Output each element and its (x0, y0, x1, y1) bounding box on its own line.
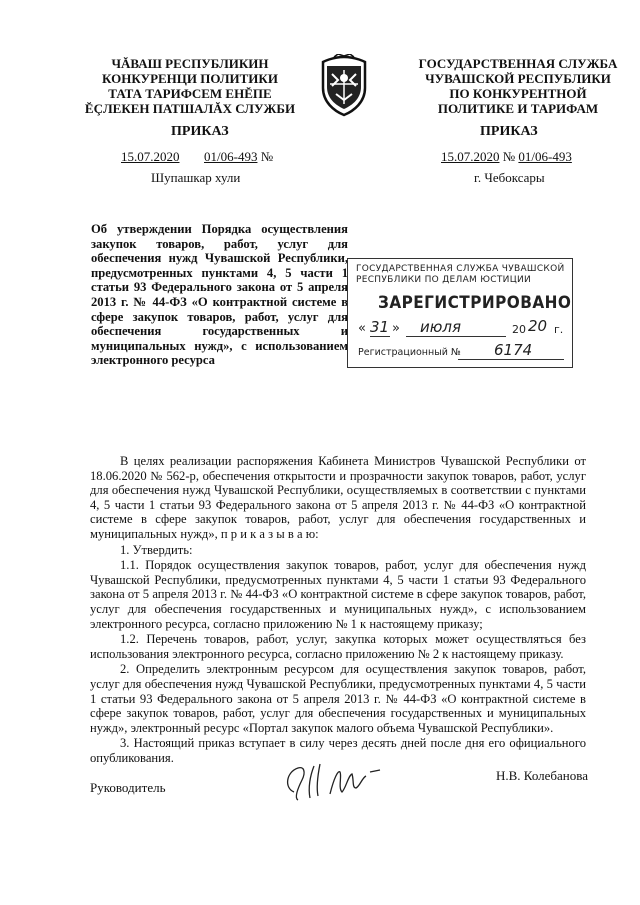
stamp-registration-number-handwritten: 6174 (494, 341, 533, 359)
header-left-line-4: ĔÇЛЕКЕН ПАТШАЛĂХ СЛУЖБИ (84, 101, 296, 116)
order-number-right: 01/06-493 (518, 149, 572, 164)
signatory-position: Руководитель (90, 780, 166, 795)
city-chuvash: Шупашкар хули (151, 170, 241, 185)
header-right-line-2: ЧУВАШСКОЙ РЕСПУБЛИКИ (425, 71, 611, 86)
body-intro-paragraph: В целях реализации распоряжения Кабинета Министров Чувашской Республики от 18.06.2020 № 562-р, обеспечения открытости и прозрачности закупок товаров, работ, услуг для обеспечения нужд Чувашской Республики, осуществляемых в соответствии с пунктами 4, 5 части 1 статьи 93 Федерального закона от 5 апреля 2013 г. № 44-ФЗ «О контрактной системе в сфере закупок товаров, работ, услуг для обеспечения государственных и муниципальных нужд», п р и к а з ы в а ю: (90, 454, 586, 541)
order-date-right: 15.07.2020 (441, 149, 500, 164)
stamp-year-handwritten: 20 (528, 317, 548, 335)
order-subject-title: Об утверждении Порядка осуществления закупок товаров, работ, услуг для обеспечения нужд Чувашской Республики, предусмотренных пунктами 4, 5 части 1 статьи 93 Федерального закона от 5 апреля 2013 г. № 44-ФЗ «О контрактной системе в сфере закупок товаров, работ, услуг для обеспечения государственных и муниципальных нужд», с использованием электронного ресурса (91, 222, 348, 368)
header-left-line-3: ТАТА ТАРИФСЕМ ЕНĔПЕ (108, 86, 272, 101)
order-body (90, 454, 586, 765)
stamp-quote-open: « (358, 321, 366, 336)
stamp-year-mark: г. (554, 323, 564, 336)
stamp-agency-line-1: ГОСУДАРСТВЕННАЯ СЛУЖБА ЧУВАШСКОЙ (356, 264, 565, 274)
number-sign-left: № (260, 149, 274, 164)
order-title-right: ПРИКАЗ (480, 124, 538, 139)
header-right-line-4: ПОЛИТИКЕ И ТАРИФАМ (437, 101, 599, 116)
body-item-3: 3. Настоящий приказ вступает в силу через десять дней после дня его официального опубликования. (90, 736, 586, 765)
chuvash-republic-emblem-icon (316, 54, 372, 118)
stamp-registration-number-row (358, 341, 568, 363)
stamp-year-prefix: 20 (512, 323, 526, 336)
header-right-line-1: ГОСУДАРСТВЕННАЯ СЛУЖБА (418, 56, 618, 71)
number-sign-right: № (502, 149, 516, 164)
header-right-agency-russian (398, 56, 638, 116)
body-item-1: 1. Утвердить: (120, 542, 193, 557)
signature-block (90, 758, 590, 808)
stamp-month-handwritten: июля (420, 318, 461, 336)
order-title-left: ПРИКАЗ (171, 124, 229, 139)
stamp-quote-close: » (392, 321, 400, 336)
header-left-line-1: ЧĂВАШ РЕСПУБЛИКИН (111, 56, 269, 71)
order-number-left: 01/06-493 (204, 149, 258, 164)
body-item-1-1: 1.1. Порядок осуществления закупок товаров, работ, услуг для обеспечения нужд Чувашской Республики, предусмотренных пунктами 4, 5 части 1 статьи 93 Федерального закона от 5 апреля 2013 г. № 44-ФЗ «О контрактной системе в сфере закупок товаров, работ, услуг для обеспечения государственных и муниципальных нужд», с использованием электронного ресурса, согласно приложению № 1 к настоящему приказу; (90, 558, 586, 631)
stamp-registration-date (358, 317, 568, 341)
header-left-agency-chuvash (60, 56, 320, 116)
order-date-number-left (121, 149, 321, 165)
stamp-day-handwritten: 31 (370, 318, 390, 336)
stamp-registration-number-label: Регистрационный № (358, 347, 461, 358)
header-left-line-2: КОНКУРЕНЦИ ПОЛИТИКИ (102, 71, 278, 86)
header-right-line-3: ПО КОНКУРЕНТНОЙ (449, 86, 587, 101)
body-item-1-2: 1.2. Перечень товаров, работ, услуг, закупка которых может осуществляться без использования электронного ресурса, согласно приложению № 2 к настоящему приказу. (90, 632, 586, 661)
order-date-left: 15.07.2020 (121, 149, 180, 164)
stamp-agency-line-2: РЕСПУБЛИКИ ПО ДЕЛАМ ЮСТИЦИИ (356, 275, 532, 285)
order-date-number-right (441, 149, 631, 165)
body-item-2: 2. Определить электронным ресурсом для осуществления закупок товаров, работ, услуг для обеспечения нужд Чувашской Республики, предусмотренных пунктами 4, 5 части 1 статьи 93 Федерального закона от 5 апреля 2013 г. № 44-ФЗ «О контрактной системе в сфере закупок товаров, работ, услуг для обеспечения государственных и муниципальных нужд», электронный ресурс «Портал закупок малого объема Чувашской Республики». (90, 662, 586, 735)
signatory-name: Н.В. Колебанова (496, 768, 588, 783)
handwritten-signature-icon (280, 758, 390, 804)
city-russian: г. Чебоксары (474, 170, 545, 185)
stamp-registered-label: ЗАРЕГИСТРИРОВАНО (378, 293, 572, 313)
registration-stamp (347, 258, 573, 368)
